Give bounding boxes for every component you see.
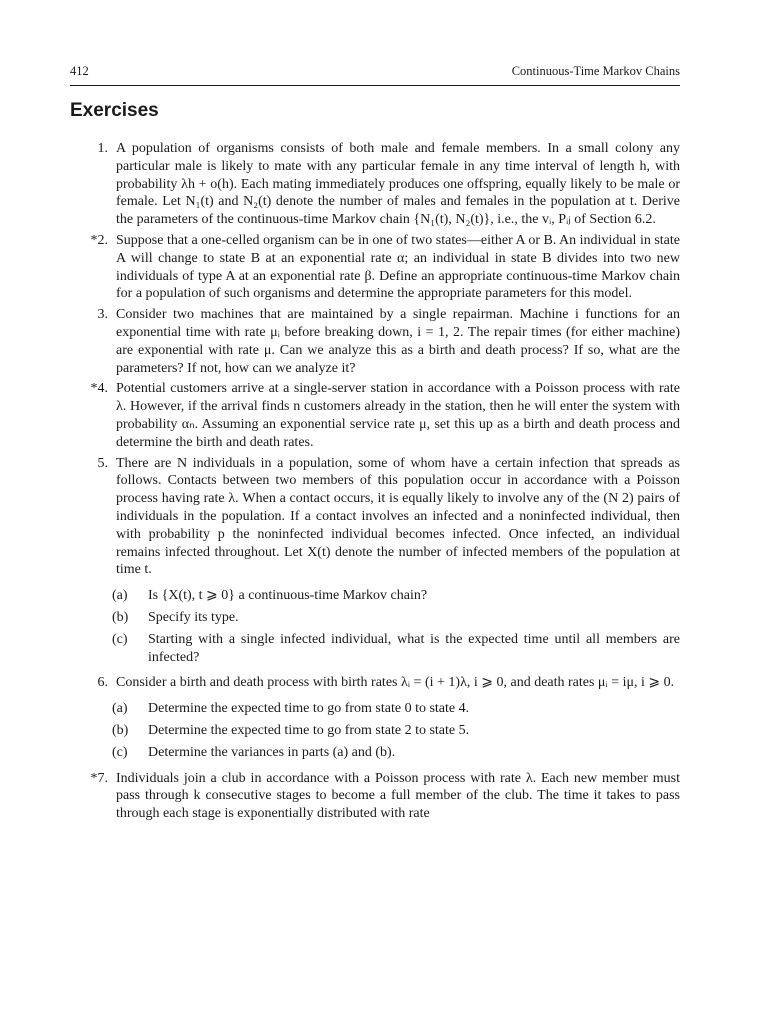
- part-text: Determine the variances in parts (a) and (b).: [148, 744, 396, 760]
- exercise-number: 5.: [97, 455, 108, 471]
- exercise-text: There are N individuals in a population, some of whom have a certain infection that spreads as follows. Contacts between two members of this population occur in accordance with a Poisson process having rate λ. When a contact occurs, it is equally likely to involve any of the (N 2) pairs of individuals in the population. If a contact involves an infected and a noninfected individual, then with probability p the noninfected individual becomes infected. Once infected, an individual remains infected throughout. Let X(t) denote the number of infected members of the population at time t.: [116, 455, 680, 578]
- exercise-number: 1.: [97, 141, 108, 156]
- exercise-item: [70, 380, 680, 451]
- exercise-text: Individuals join a club in accordance with a Poisson process with rate λ. Each new member must pass through k consecutive stages to become a full member of the club. The time it takes to pass through each stage is exponentially distributed with rate: [116, 770, 680, 822]
- exercise-number: *2.: [90, 232, 108, 248]
- exercise-text: Potential customers arrive at a single-server station in accordance with a Poisson process with rate λ. However, if the arrival finds n customers already in the station, then he will enter the system with probability αₙ. Assuming an exponential service rate μ, set this up as a birth and death process and determine the birth and death rates.: [116, 381, 680, 450]
- section-title: Exercises: [70, 100, 159, 121]
- part-label: (c): [112, 744, 128, 760]
- exercise-item: [70, 455, 680, 667]
- part-text: Determine the expected time to go from state 2 to state 5.: [148, 722, 470, 738]
- part-text: Is {X(t), t ⩾ 0} a continuous-time Markov chain?: [148, 588, 428, 604]
- part-label: (b): [112, 609, 129, 625]
- exercise-number: 3.: [97, 307, 108, 323]
- exercise-item: [70, 674, 680, 761]
- exercise-number: *4.: [90, 381, 108, 397]
- page-number: 412: [70, 64, 89, 78]
- exercise-text: Consider two machines that are maintained by a single repairman. Machine i functions for an exponential time with rate μᵢ before breaking down, i = 1, 2. The repair times (for either machine) are exponential with rate μ. Can we analyze this as a birth and death process? If so, what are the parameters? If not, how can we analyze it?: [116, 307, 680, 376]
- part-label: (b): [112, 722, 129, 738]
- chapter-title: Continuous-Time Markov Chains: [511, 64, 680, 78]
- running-head: [70, 64, 680, 86]
- exercise-item: [70, 140, 680, 229]
- exercise-item: [70, 306, 680, 377]
- part-text: Starting with a single infected individual, what is the expected time until all members are infected?: [148, 631, 680, 665]
- exercise-parts: [70, 700, 680, 761]
- exercise-item: [70, 770, 680, 823]
- exercise-number: *7.: [90, 770, 108, 786]
- exercise-part: [70, 722, 680, 740]
- exercise-number: 6.: [97, 675, 108, 691]
- exercise-part: [70, 744, 680, 762]
- exercise-text: Consider a birth and death process with birth rates λᵢ = (i + 1)λ, i ⩾ 0, and death rates μᵢ = iμ, i ⩾ 0.: [116, 675, 675, 691]
- exercise-parts: [70, 587, 680, 666]
- exercise-list: [70, 140, 680, 826]
- part-label: (c): [112, 631, 128, 647]
- part-label: (a): [112, 701, 128, 717]
- exercise-part: [70, 609, 680, 627]
- header-rule: [70, 85, 680, 86]
- part-text: Determine the expected time to go from state 0 to state 4.: [148, 701, 470, 717]
- exercise-part: [70, 587, 680, 605]
- exercise-item: [70, 232, 680, 303]
- exercise-part: [70, 700, 680, 718]
- exercise-text: Suppose that a one-celled organism can be in one of two states—either A or B. An individual in state A will change to state B at an exponential rate α; an individual in state B divides into two new individuals of type A at an exponential rate β. Define an appropriate continuous-time Markov chain for a population of such organisms and determine the appropriate parameters for this model.: [116, 232, 680, 302]
- part-text: Specify its type.: [148, 609, 239, 625]
- exercise-text: A population of organisms consists of both male and female members. In a small colony any particular male is likely to mate with any particular female in any time interval of length h, with probability λh + o(h). Each mating immediately produces one offspring, equally likely to be male or female. Let N₁(t) and N₂(t) denote the number of males and females in the population at t. Derive the parameters of the continuous-time Markov chain {N₁(t), N₂(t)}, i.e., the vᵢ, Pᵢⱼ of Section 6.2.: [116, 141, 680, 228]
- exercise-part: [70, 631, 680, 667]
- part-label: (a): [112, 588, 128, 604]
